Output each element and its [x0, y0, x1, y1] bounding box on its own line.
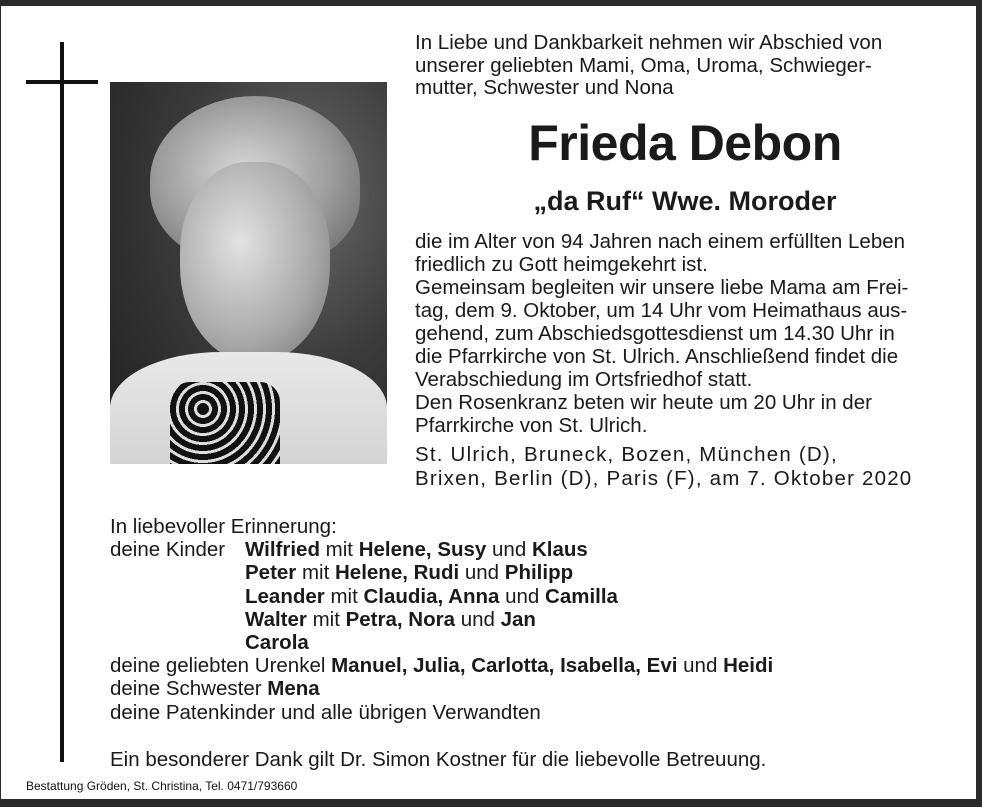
memorial-heading: In liebevoller Erinnerung:: [110, 515, 337, 538]
grandchild-name: Camilla: [545, 584, 618, 608]
children-label: deine Kinder: [110, 538, 226, 562]
grandchild-name: Philipp: [504, 561, 574, 585]
grandchildren-names: Helene, Rudi: [335, 561, 460, 585]
body-line: gehend, zum Abschiedsgottesdienst um 14.30 Uhr in: [415, 322, 895, 345]
body-line: friedlich zu Gott heimgekehrt ist.: [415, 253, 708, 276]
intro-line: unserer geliebten Mami, Oma, Uroma, Schwieger-: [415, 53, 872, 77]
places-line: St. Ulrich, Bruneck, Bozen, München (D),: [415, 443, 838, 466]
places-and-date: [415, 443, 912, 491]
child-name: Peter: [245, 561, 297, 585]
connector-text: und: [486, 538, 532, 562]
great-grandchildren-names: Manuel, Julia, Carlotta, Isabella, Evi: [331, 654, 678, 678]
child-name: Walter: [245, 607, 307, 631]
godchildren-row: deine Patenkinder und alle übrigen Verwandten: [110, 700, 541, 724]
intro-text: [415, 32, 882, 100]
connector-text: und: [677, 654, 724, 678]
deceased-name: Frieda Debon: [528, 115, 842, 171]
child-name: Leander: [245, 584, 325, 608]
children-row: [110, 585, 773, 608]
grandchildren-names: Petra, Nora: [345, 607, 455, 631]
great-grandchildren-row: [110, 654, 773, 677]
body-line: tag, dem 9. Oktober, um 14 Uhr vom Heimathaus aus-: [415, 299, 908, 322]
child-name: Carola: [245, 631, 309, 655]
connector-text: mit: [296, 561, 335, 585]
cross-symbol-vertical: [60, 42, 64, 762]
children-row: [110, 538, 773, 561]
great-grandchildren-label: deine geliebten Urenkel: [110, 654, 332, 678]
intro-line: In Liebe und Dankbarkeit nehmen wir Abschied von: [415, 31, 883, 54]
great-grandchild-name: Heidi: [723, 654, 774, 678]
connector-text: und: [455, 607, 501, 631]
sister-name: Mena: [267, 677, 320, 701]
body-line: Den Rosenkranz beten wir heute um 20 Uhr in der: [415, 391, 872, 414]
body-line: die Pfarrkirche von St. Ulrich. Anschließend findet die: [415, 345, 899, 368]
connector-text: und: [459, 561, 505, 585]
intro-line: mutter, Schwester und Nona: [415, 76, 674, 99]
memorial-section: [110, 515, 773, 724]
deceased-nickname: „da Ruf“ Wwe. Moroder: [533, 186, 837, 216]
places-line: Brixen, Berlin (D), Paris (F), am 7. Oktober 2020: [415, 467, 913, 490]
body-line: die im Alter von 94 Jahren nach einem erfüllten Leben: [415, 230, 906, 253]
sister-row: [110, 677, 773, 700]
cross-symbol-horizontal: [26, 80, 98, 84]
children-row: [110, 608, 773, 631]
grandchildren-names: Claudia, Anna: [363, 584, 500, 608]
grandchild-name: Klaus: [531, 538, 588, 562]
body-line: Verabschiedung im Ortsfriedhof statt.: [415, 368, 753, 391]
thanks-text: Ein besonderer Dank gilt Dr. Simon Kostner für die liebevolle Betreuung.: [110, 748, 767, 771]
connector-text: mit: [324, 584, 364, 608]
child-name: Wilfried: [245, 538, 320, 562]
connector-text: und: [499, 584, 546, 608]
announcement-body: [415, 230, 908, 437]
children-row: [110, 631, 773, 654]
funeral-home-footer: Bestattung Gröden, St. Christina, Tel. 0471/793660: [26, 779, 298, 793]
sister-label: deine Schwester: [110, 677, 268, 701]
connector-text: mit: [319, 538, 359, 562]
connector-text: mit: [306, 607, 346, 631]
children-row: [110, 561, 773, 584]
body-line: Gemeinsam begleiten wir unsere liebe Mama am Frei-: [415, 276, 909, 299]
grandchildren-names: Helene, Susy: [358, 538, 487, 562]
grandchild-name: Jan: [500, 607, 536, 631]
portrait-photo: [110, 82, 387, 464]
body-line: Pfarrkirche von St. Ulrich.: [415, 414, 648, 437]
